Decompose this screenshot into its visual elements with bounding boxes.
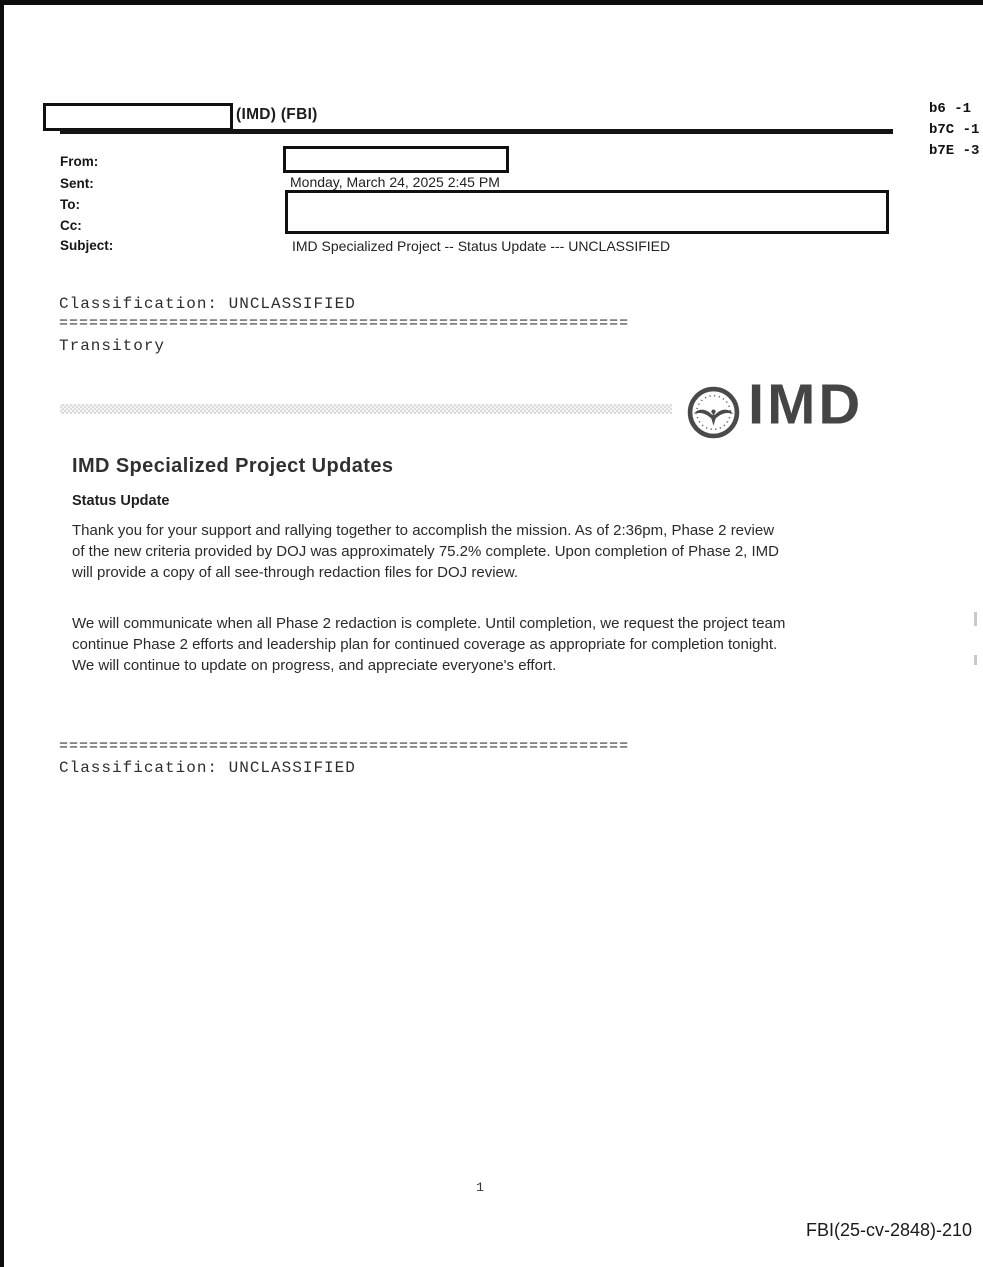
redaction-box-sender [43, 103, 233, 131]
exemption-b6: b6 -1 [929, 101, 972, 117]
scan-artifact [974, 655, 977, 665]
hatched-divider [60, 404, 672, 414]
sent-value: Monday, March 24, 2025 2:45 PM [290, 174, 500, 190]
classification-bottom: Classification: UNCLASSIFIED [59, 759, 356, 777]
subject-label: Subject: [60, 238, 114, 253]
classification-separator-top: ========================================================= [59, 315, 630, 332]
sender-suffix: (IMD) (FBI) [236, 106, 318, 123]
body-subtitle: Status Update [72, 493, 170, 509]
classification-separator-bottom: ========================================================= [59, 738, 630, 755]
body-paragraph-2: We will communicate when all Phase 2 redaction is complete. Until completion, we request the project team continue Phase 2 efforts and leadership plan for continued coverage as appropriate for completion tonight. We will continue to update on progress, and appreciate everyone's effort. [72, 615, 786, 674]
sent-label: Sent: [60, 176, 94, 191]
foia-exemption-codes [929, 99, 979, 162]
redaction-box-to-cc [285, 190, 889, 234]
header-rule [60, 129, 893, 134]
classification-top: Classification: UNCLASSIFIED [59, 295, 356, 313]
eagle-seal-icon [687, 386, 740, 439]
body-title: IMD Specialized Project Updates [72, 455, 394, 477]
page-number: 1 [476, 1180, 484, 1195]
imd-wordmark: IMD [748, 372, 864, 437]
exemption-b7c: b7C -1 [929, 122, 980, 138]
from-label: From: [60, 154, 99, 169]
scan-artifact [974, 612, 977, 626]
case-id: FBI(25-cv-2848)-210 [806, 1220, 973, 1240]
redaction-box-from [283, 146, 509, 173]
cc-label: Cc: [60, 218, 82, 233]
transitory-marking: Transitory [59, 337, 166, 355]
exemption-b7e: b7E -3 [929, 143, 980, 159]
subject-value: IMD Specialized Project -- Status Update --- UNCLASSIFIED [292, 238, 671, 254]
to-label: To: [60, 197, 80, 212]
body-paragraph-1: Thank you for your support and rallying together to accomplish the mission. As of 2:36pm, Phase 2 review of the new criteria provided by DOJ was approximately 75.2% complete. Upon completion of Phase 2, IMD will provide a copy of all see-through redaction files for DOJ review. [72, 522, 780, 581]
scan-border-left [0, 0, 4, 1267]
scan-border-top [0, 0, 983, 5]
